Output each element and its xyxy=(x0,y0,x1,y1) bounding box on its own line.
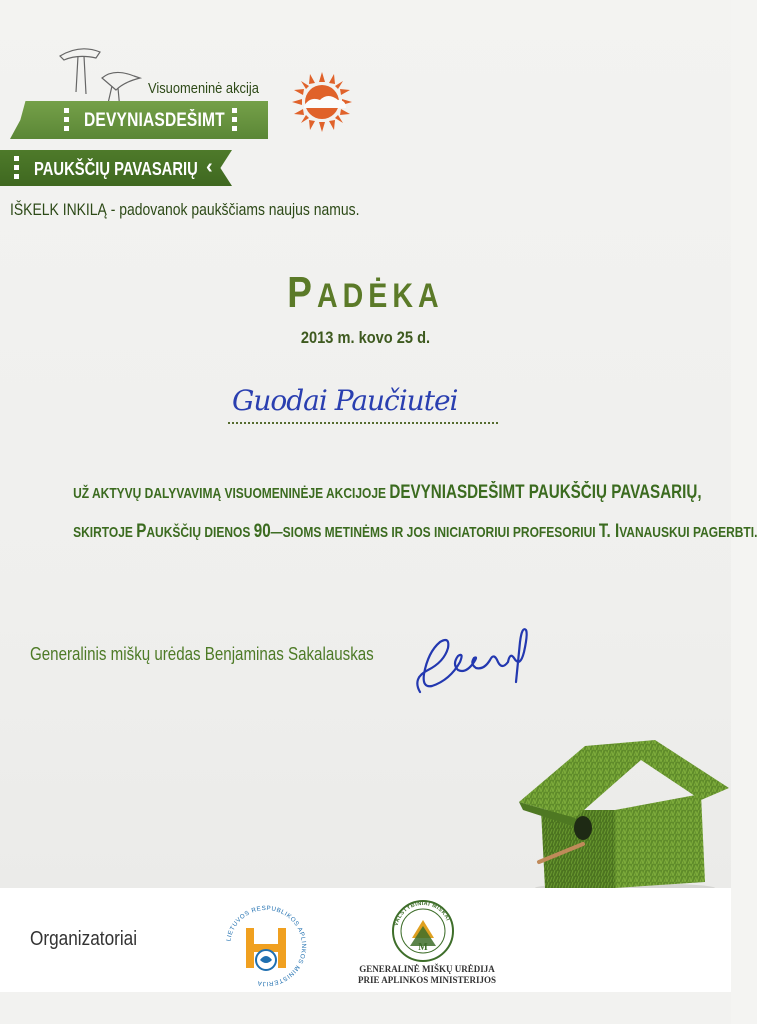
title-first-letter: P xyxy=(287,268,317,317)
footer-stripe xyxy=(0,992,731,1024)
recipient-block xyxy=(228,378,498,428)
organizers-label: Organizatoriai xyxy=(30,928,138,950)
body-line2-g: VANAUSKUI PAGERBTI. xyxy=(619,524,757,541)
banner2-dots xyxy=(14,156,19,183)
banner-dots-right xyxy=(232,108,238,135)
signature-image xyxy=(410,622,540,702)
chevron-left-icon: ‹ xyxy=(206,156,213,178)
body-line2-a: SKIRTOJE xyxy=(73,524,137,541)
forest-name-line1: GENERALINĖ MIŠKŲ URĖDIJA xyxy=(359,964,495,974)
forest-authority-name xyxy=(352,964,502,986)
body-line-1 xyxy=(73,482,702,504)
svg-text:M: M xyxy=(418,942,428,953)
forest-name-line2: PRIE APLINKOS MINISTERIJOS xyxy=(357,975,497,985)
body-line2-c: AUKŠČIŲ DIENOS xyxy=(146,524,254,541)
recipient-dotted-line xyxy=(228,422,498,424)
campaign-subtitle: Visuomeninė akcija xyxy=(148,80,259,97)
ministry-logo-icon xyxy=(220,900,312,992)
body-line2-f: T. I xyxy=(598,521,620,542)
title-rest: ADĖKA xyxy=(316,277,444,315)
campaign-slogan: IŠKELK INKILĄ - padovanok paukščiams naujus namus. xyxy=(10,200,360,219)
ministry-logo-text: LIETUVOS RESPUBLIKOS APLINKOS MINISTERIJA xyxy=(225,904,308,988)
sun-icon xyxy=(290,70,354,134)
body-line2-b: P xyxy=(136,521,147,542)
birdhouse-image xyxy=(505,732,731,892)
body-line1-b: DEVYNIASDEŠIMT PAUKŠČIŲ PAVASARIŲ, xyxy=(389,482,702,503)
certificate-date: 2013 m. kovo 25 d. xyxy=(300,328,431,347)
forest-logo-text: VALSTYBINIAI MIŠKAI xyxy=(393,900,451,927)
recipient-name: Guodai Paučiutei xyxy=(232,384,458,417)
body-line2-d: 90 xyxy=(253,521,271,542)
banner-line2: PAUKŠČIŲ PAVASARIŲ xyxy=(34,159,198,179)
banner-dots-left xyxy=(64,108,70,135)
banner-line1: DEVYNIASDEŠIMT xyxy=(84,110,225,131)
forest-logo-icon xyxy=(388,898,458,964)
signer-name: Generalinis miškų urėdas Benjaminas Sakalauskas xyxy=(30,644,374,664)
body-line1-a: UŽ AKTYVŲ DALYVAVIMĄ VISUOMENINĖJE AKCIJOJE xyxy=(73,485,390,502)
certificate-title xyxy=(58,268,672,318)
body-line-2 xyxy=(73,521,757,543)
body-line2-e: —SIOMS METINĖMS IR JOS INICIATORIUI PROFESORIUI xyxy=(270,524,599,541)
